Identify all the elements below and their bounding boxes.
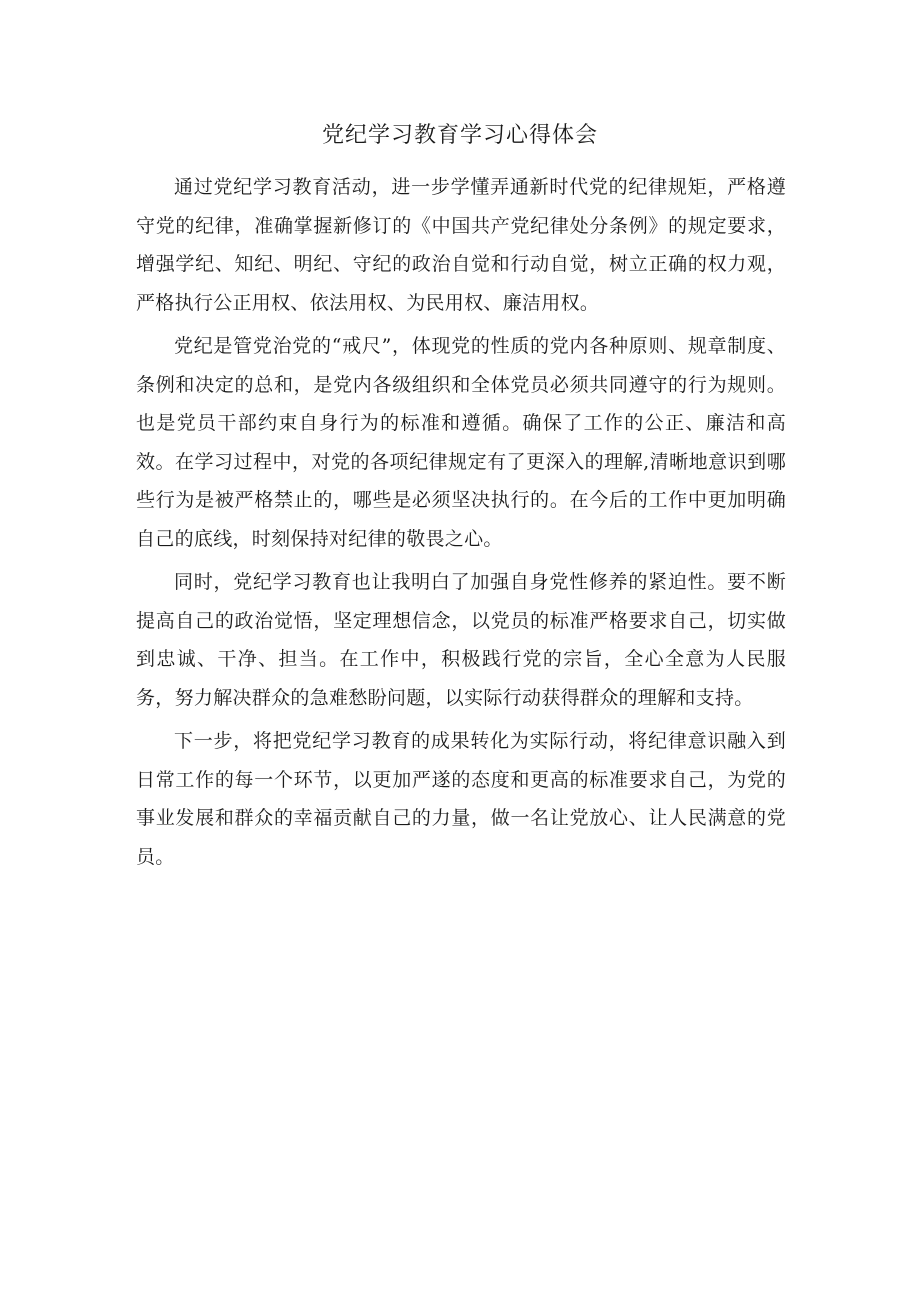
paragraph-4: 下一步，将把党纪学习教育的成果转化为实际行动，将纪律意识融入到日常工作的每一个环节，以更加严遂的态度和更高的标准要求自己，为党的事业发展和群众的幸福贡献自己的力量，做一名让党放心、让人民满意的党员。 — [136, 730, 786, 868]
paragraph-3: 同时，党纪学习教育也让我明白了加强自身党性修养的紧迫性。要不断提高自己的政治觉悟，坚定理想信念，以党员的标准严格要求自己，切实做到忠诚、干净、担当。在工作中，积极践行党的宗旨，全心全意为人民服务，努力解决群众的急难愁盼问题，以实际行动获得群众的理解和支持。 — [136, 571, 786, 709]
document-title: 党纪学习教育学习心得体会 — [321, 123, 598, 148]
paragraph-2: 党纪是管党治党的“戒尺”，体现党的性质的党内各种原则、规章制度、条例和决定的总和，是党内各级组织和全体党员必须共同遵守的行为规则。也是党员干部约束自身行为的标准和遵循。确保了工作的公正、廉洁和高效。在学习过程中，对党的各项纪律规定有了更深入的理解,清晰地意识到哪些行为是被严格禁止的，哪些是必须坚决执行的。在今后的工作中更加明确自己的底线，时刻保持对纪律的敬畏之心。 — [136, 335, 786, 550]
paragraph-1: 通过党纪学习教育活动，进一步学懂弄通新时代党的纪律规矩，严格遵守党的纪律，准确掌握新修订的《中国共产党纪律处分条例》的规定要求，增强学纪、知纪、明纪、守纪的政治自觉和行动自觉，树立正确的权力观，严格执行公正用权、依法用权、为民用权、廉洁用权。 — [136, 176, 786, 314]
document-body — [136, 168, 786, 881]
